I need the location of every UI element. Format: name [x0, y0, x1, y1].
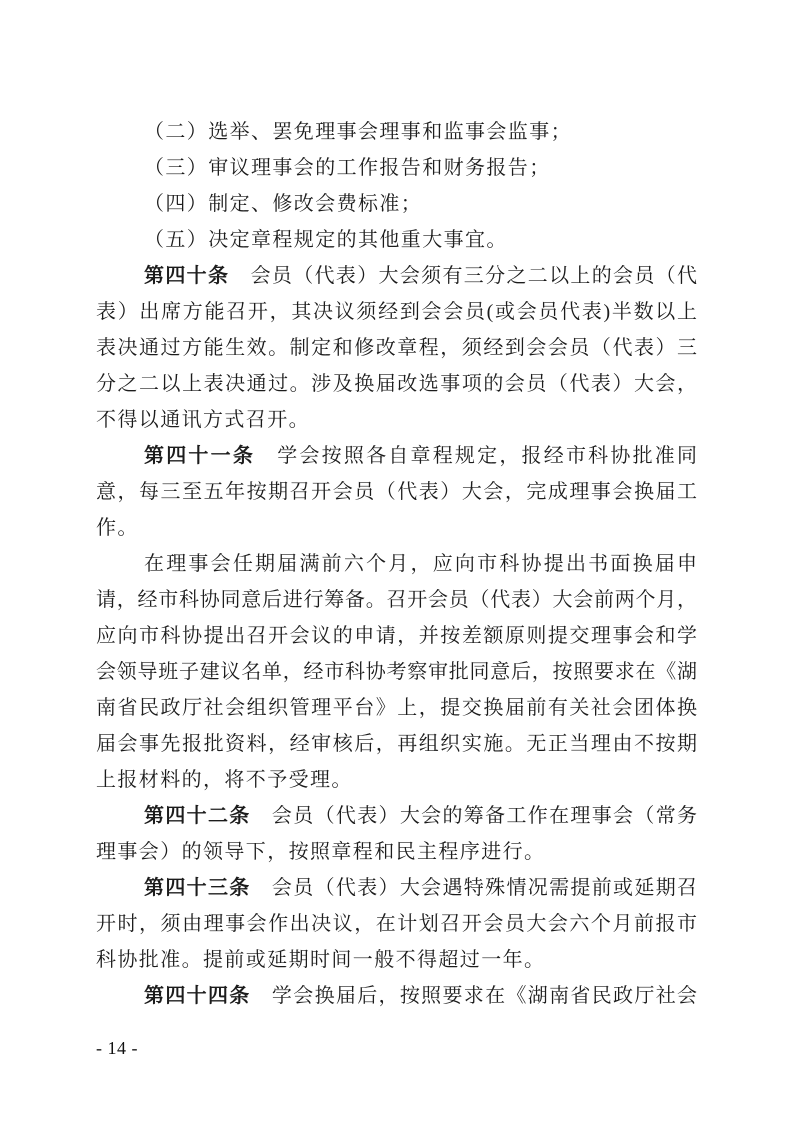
line-text: 学会按照各自章程规定，报经市科协批准同 — [255, 445, 697, 467]
list-item-2 — [96, 114, 697, 150]
line-text: 会员（代表）大会遇特殊情况需提前或延期召 — [250, 877, 697, 899]
line-text: 届会事先报批资料，经审核后，再组织实施。无正当理由不按期 — [96, 733, 697, 755]
text-line — [96, 366, 697, 402]
line-text: 上报材料的，将不予受理。 — [96, 769, 353, 791]
line-text: 不得以通讯方式召开。 — [96, 409, 310, 431]
line-text: 科协批准。提前或延期时间一般不得超过一年。 — [96, 949, 546, 971]
line-text: 学会换届后，按照要求在《湖南省民政厅社会 — [250, 985, 697, 1007]
line-text: 在理事会任期届满前六个月，应向市科协提出书面换届申 — [144, 553, 697, 575]
text-line — [96, 906, 697, 942]
article-40-number: 第四十条 — [144, 265, 230, 287]
article-44-number: 第四十四条 — [144, 985, 251, 1007]
line-text: 表）出席方能召开，其决议须经到会会员(或会员代表)半数以上 — [96, 301, 697, 323]
article-41-number: 第四十一条 — [144, 445, 256, 467]
text-line — [96, 834, 697, 870]
line-text: 表决通过方能生效。制定和修改章程，须经到会会员（代表）三 — [96, 337, 697, 359]
text-line — [96, 690, 697, 726]
text-line — [96, 474, 697, 510]
line-text: 南省民政厅社会组织管理平台》上，提交换届前有关社会团体换 — [96, 697, 697, 719]
list-item-4 — [96, 186, 697, 222]
text-line — [96, 582, 697, 618]
text-line — [96, 546, 697, 582]
text-line — [96, 294, 697, 330]
article-43-line — [96, 870, 697, 906]
document-body — [96, 114, 697, 1014]
text-line — [96, 942, 697, 978]
text-line — [96, 726, 697, 762]
line-text: （二）选举、罢免理事会理事和监事会监事； — [144, 121, 572, 143]
line-text: （三）审议理事会的工作报告和财务报告； — [144, 157, 551, 179]
line-text: （四）制定、修改会费标准； — [144, 193, 423, 215]
text-line — [96, 330, 697, 366]
article-41-line — [96, 438, 697, 474]
list-item-5 — [96, 222, 697, 258]
line-text: 分之二以上表决通过。涉及换届改选事项的会员（代表）大会， — [96, 373, 697, 395]
page-number: - 14 - — [96, 1038, 138, 1058]
line-text: 作。 — [96, 517, 139, 539]
line-text: 会员（代表）大会须有三分之二以上的会员（代 — [229, 265, 697, 287]
article-42-line — [96, 798, 697, 834]
line-text: （五）决定章程规定的其他重大事宜。 — [144, 229, 508, 251]
text-line — [96, 654, 697, 690]
article-43-number: 第四十三条 — [144, 877, 251, 899]
list-item-3 — [96, 150, 697, 186]
line-text: 应向市科协提出召开会议的申请，并按差额原则提交理事会和学 — [96, 625, 697, 647]
line-text: 会领导班子建议名单，经市科协考察审批同意后，按照要求在《湖 — [96, 661, 697, 683]
line-text: 开时，须由理事会作出决议，在计划召开会员大会六个月前报市 — [96, 913, 697, 935]
article-42-number: 第四十二条 — [144, 805, 251, 827]
line-text: 意，每三至五年按期召开会员（代表）大会，完成理事会换届工 — [96, 481, 697, 503]
line-text: 请，经市科协同意后进行筹备。召开会员（代表）大会前两个月， — [96, 589, 697, 611]
text-line — [96, 762, 697, 798]
text-line — [96, 510, 697, 546]
line-text: 会员（代表）大会的筹备工作在理事会（常务 — [250, 805, 697, 827]
text-line — [96, 618, 697, 654]
article-44-line — [96, 978, 697, 1014]
article-40-line — [96, 258, 697, 294]
text-line — [96, 402, 697, 438]
line-text: 理事会）的领导下，按照章程和民主程序进行。 — [96, 841, 546, 863]
